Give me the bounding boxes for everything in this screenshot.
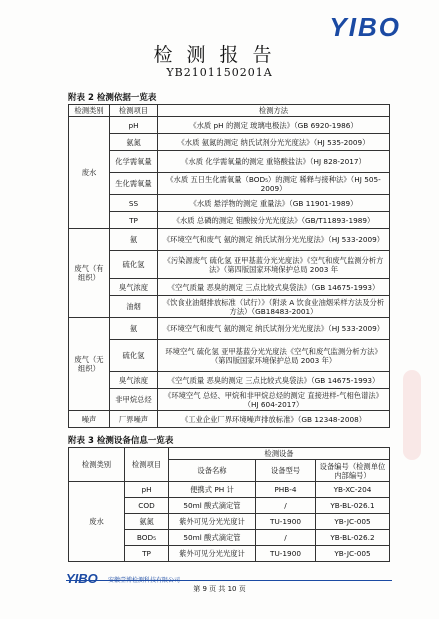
footer-company: 安徽壹博检测科技有限公司 [108,577,181,584]
table-row [69,195,390,212]
category-cell: 废水 [69,117,110,229]
item-cell: 硫化氢 [110,340,158,372]
table-row [69,229,390,251]
footer-logo: YIBO [66,571,98,586]
table-row [69,389,390,411]
method-cell: 《水质 pH 的测定 玻璃电极法》（GB 6920-1986） [158,117,390,134]
item-cell: COD [125,498,169,514]
equipment-model-cell: TU-1900 [256,546,316,562]
equipment-code-cell: YB-BL-026.2 [316,530,390,546]
detection-basis-table [68,104,390,428]
header-category: 检测类别 [69,105,110,117]
table-row [69,482,390,498]
header-equipment-code: 设备编号（检测单位内部编号） [316,460,390,482]
method-cell: 《环境空气和废气 氨的测定 纳氏试剂分光光度法》（HJ 533-2009） [158,318,390,340]
item-cell: TP [125,546,169,562]
table2-caption: 附表 3 检测设备信息一览表 [68,436,174,446]
table-row [69,212,390,229]
table-row [69,296,390,318]
header-equipment-model: 设备型号 [256,460,316,482]
report-number: YB2101150201A [166,66,273,79]
equipment-code-cell: YB-JC-005 [316,546,390,562]
method-cell: 《水质 总磷的测定 钼酸铵分光光度法》（GB/T11893-1989） [158,212,390,229]
item-cell: SS [110,195,158,212]
item-cell: 化学需氧量 [110,151,158,173]
equipment-model-cell: / [256,530,316,546]
method-cell: 《水质 氨氮的测定 纳氏试剂分光光度法》（HJ 535-2009） [158,134,390,151]
table-row [69,279,390,296]
item-cell: 硫化氢 [110,251,158,279]
item-cell: 油烟 [110,296,158,318]
method-cell: 《环境空气和废气 氨的测定 纳氏试剂分光光度法》（HJ 533-2009） [158,229,390,251]
table-row [69,151,390,173]
method-cell: 《污染源废气 硫化氢 亚甲基蓝分光光度法》《空气和废气监测分析方法》（第四版国家环境保护总局 2003 年 [158,251,390,279]
table-row [69,173,390,195]
category-cell: 废气（有组织） [69,229,110,318]
header-method: 检测方法 [158,105,390,117]
table-row [69,134,390,151]
method-cell: 《饮食业油烟排放标准（试行）》（附录 A 饮食业油烟采样方法及分析方法）（GB18483-2001） [158,296,390,318]
equipment-name-cell: 紫外可见分光光度计 [169,546,256,562]
table-row [69,340,390,372]
item-cell: TP [110,212,158,229]
header-item: 检测项目 [125,448,169,482]
method-cell: 《空气质量 恶臭的测定 三点比较式臭袋法》（GB 14675-1993） [158,279,390,296]
page-title: 检测报告 [153,44,286,66]
item-cell: pH [125,482,169,498]
item-cell: 氨 [110,318,158,340]
header-equipment: 检测设备 [169,448,390,460]
category-cell: 废气（无组织） [69,318,110,411]
method-cell: 《水质 五日生化需氧量（BOD₅）的测定 稀释与接种法》（HJ 505-2009） [158,173,390,195]
method-cell: 《水质 化学需氧量的测定 重铬酸盐法》（HJ 828-2017） [158,151,390,173]
header-equipment-name: 设备名称 [169,460,256,482]
category-cell: 废水 [69,482,125,562]
equipment-code-cell: YB-XC-204 [316,482,390,498]
item-cell: 臭气浓度 [110,372,158,389]
method-cell: 《工业企业厂界环境噪声排放标准》（GB 12348-2008） [158,411,390,428]
equipment-name-cell: 50ml 酸式滴定管 [169,498,256,514]
equipment-table [68,447,390,562]
method-cell: 《环境空气 总烃、甲烷和非甲烷总烃的测定 直接进样-气相色谱法》（HJ 604-2017） [158,389,390,411]
page-number: 第 9 页 共 10 页 [193,585,246,593]
table-row [69,318,390,340]
header-item: 检测项目 [110,105,158,117]
equipment-name-cell: 便携式 PH 计 [169,482,256,498]
item-cell: 生化需氧量 [110,173,158,195]
table-row [69,372,390,389]
equipment-name-cell: 紫外可见分光光度计 [169,514,256,530]
equipment-model-cell: TU-1900 [256,514,316,530]
equipment-model-cell: PHB-4 [256,482,316,498]
equipment-model-cell: / [256,498,316,514]
item-cell: 厂界噪声 [110,411,158,428]
item-cell: pH [110,117,158,134]
category-cell: 噪声 [69,411,110,428]
seal-mark [403,370,421,460]
item-cell: 氨氮 [125,514,169,530]
method-cell: 《空气质量 恶臭的测定 三点比较式臭袋法》（GB 14675-1993） [158,372,390,389]
method-cell: 环境空气 硫化氢 亚甲基蓝分光光度法《空气和废气监测分析方法》（第四版国家环境保护总局 2003 年） [158,340,390,372]
table-row [69,251,390,279]
method-cell: 《水质 悬浮物的测定 重量法》（GB 11901-1989） [158,195,390,212]
item-cell: 氨 [110,229,158,251]
table-row [69,117,390,134]
item-cell: 氨氮 [110,134,158,151]
equipment-name-cell: 50ml 酸式滴定管 [169,530,256,546]
table-row [69,411,390,428]
item-cell: BOD₅ [125,530,169,546]
company-logo: YIBO [329,12,401,42]
equipment-code-cell: YB-BL-026.1 [316,498,390,514]
item-cell: 臭气浓度 [110,279,158,296]
table1-caption: 附表 2 检测依据一览表 [68,93,157,103]
item-cell: 非甲烷总烃 [110,389,158,411]
footer-divider [66,580,392,581]
equipment-code-cell: YB-JC-005 [316,514,390,530]
header-category: 检测类别 [69,448,125,482]
